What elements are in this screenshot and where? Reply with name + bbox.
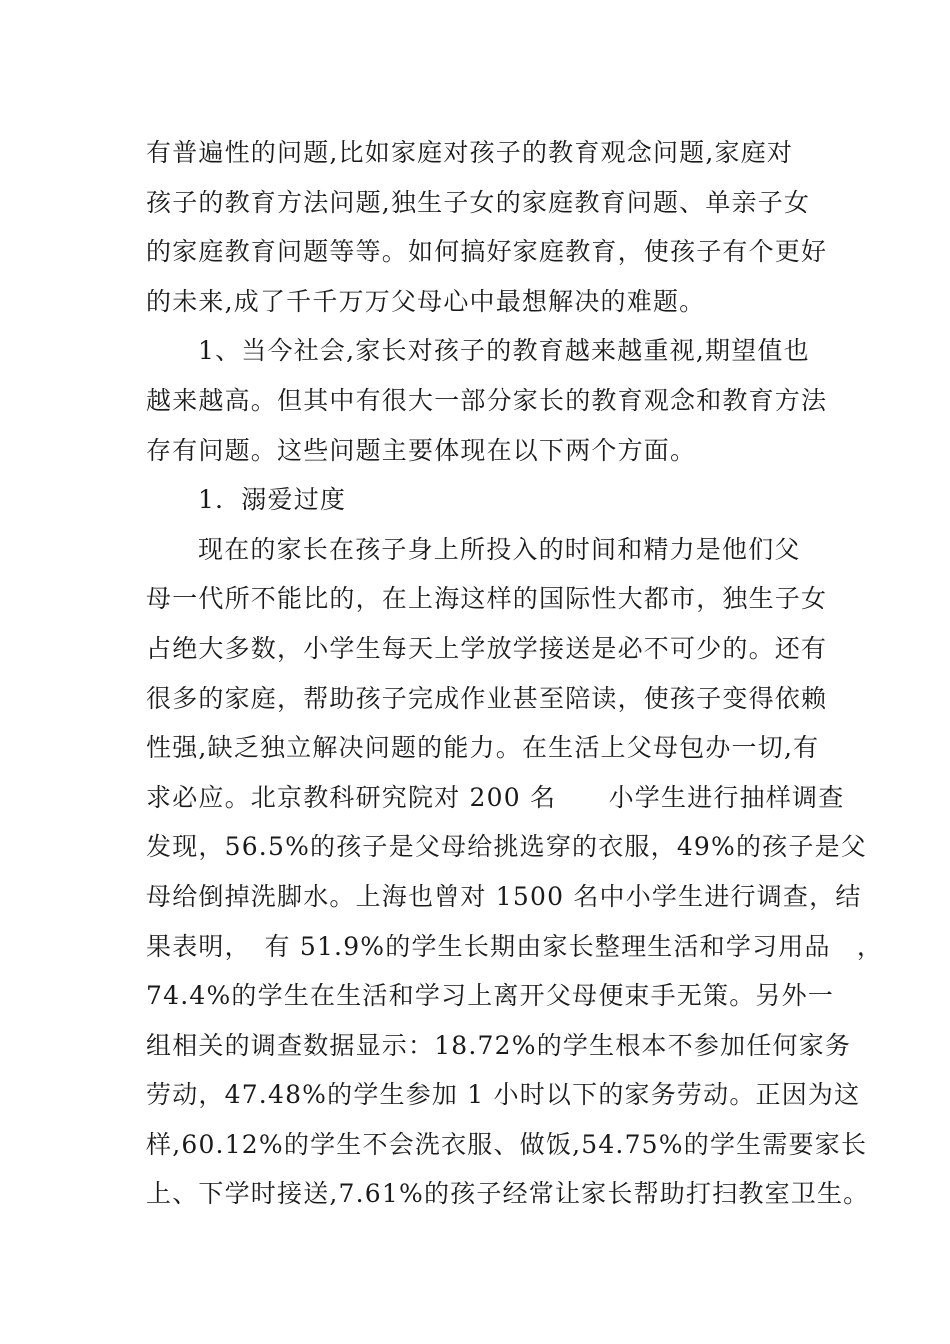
text-line: 越来越高。但其中有很大一部分家长的教育观念和教育方法 (146, 385, 828, 415)
text-line: 孩子的教育方法问题,独生子女的家庭教育问题、单亲子女 (146, 187, 811, 217)
section-heading: 1．溺爱过度 (198, 485, 347, 515)
body-text (146, 128, 884, 1219)
paragraph-first-line: 1、当今社会,家长对孩子的教育越来越重视,期望值也 (198, 336, 810, 366)
text-line: 求必应。北京教科研究院对 200 名 小学生进行抽样调查 (146, 782, 845, 812)
text-line: 样,60.12%的学生不会洗衣服、做饭,54.75%的学生需要家长 (146, 1129, 868, 1159)
text-line: 74.4%的学生在生活和学习上离开父母便束手无策。另外一 (146, 981, 835, 1011)
text-line: 发现，56.5%的孩子是父母给挑选穿的衣服，49%的孩子是父 (146, 832, 867, 862)
text-line: 劳动，47.48%的学生参加 1 小时以下的家务劳动。正因为这 (146, 1080, 861, 1110)
text-line: 的未来,成了千千万万父母心中最想解决的难题。 (146, 286, 706, 316)
text-line: 母一代所不能比的，在上海这样的国际性大都市，独生子女 (146, 584, 828, 614)
text-line: 组相关的调查数据显示：18.72%的学生根本不参加任何家务 (146, 1030, 852, 1060)
text-line: 存有问题。这些问题主要体现在以下两个方面。 (146, 435, 697, 465)
paragraph-first-line: 现在的家长在孩子身上所投入的时间和精力是他们父 (198, 534, 801, 564)
text-line: 果表明， 有 51.9%的学生长期由家长整理生活和学习用品 ， (146, 931, 884, 961)
text-line: 上、下学时接送,7.61%的孩子经常让家长帮助打扫教室卫生。 (146, 1179, 870, 1209)
text-line: 有普遍性的问题,比如家庭对孩子的教育观念问题,家庭对 (146, 138, 794, 167)
text-line: 母给倒掉洗脚水。上海也曾对 1500 名中小学生进行调查，结 (146, 881, 862, 911)
text-line: 占绝大多数，小学生每天上学放学接送是必不可少的。还有 (146, 633, 828, 663)
text-line: 很多的家庭，帮助孩子完成作业甚至陪读，使孩子变得依赖 (146, 683, 828, 713)
text-line: 性强,缺乏独立解决问题的能力。在生活上父母包办一切,有 (146, 733, 820, 763)
text-line: 的家庭教育问题等等。如何搞好家庭教育，使孩子有个更好 (146, 237, 828, 267)
